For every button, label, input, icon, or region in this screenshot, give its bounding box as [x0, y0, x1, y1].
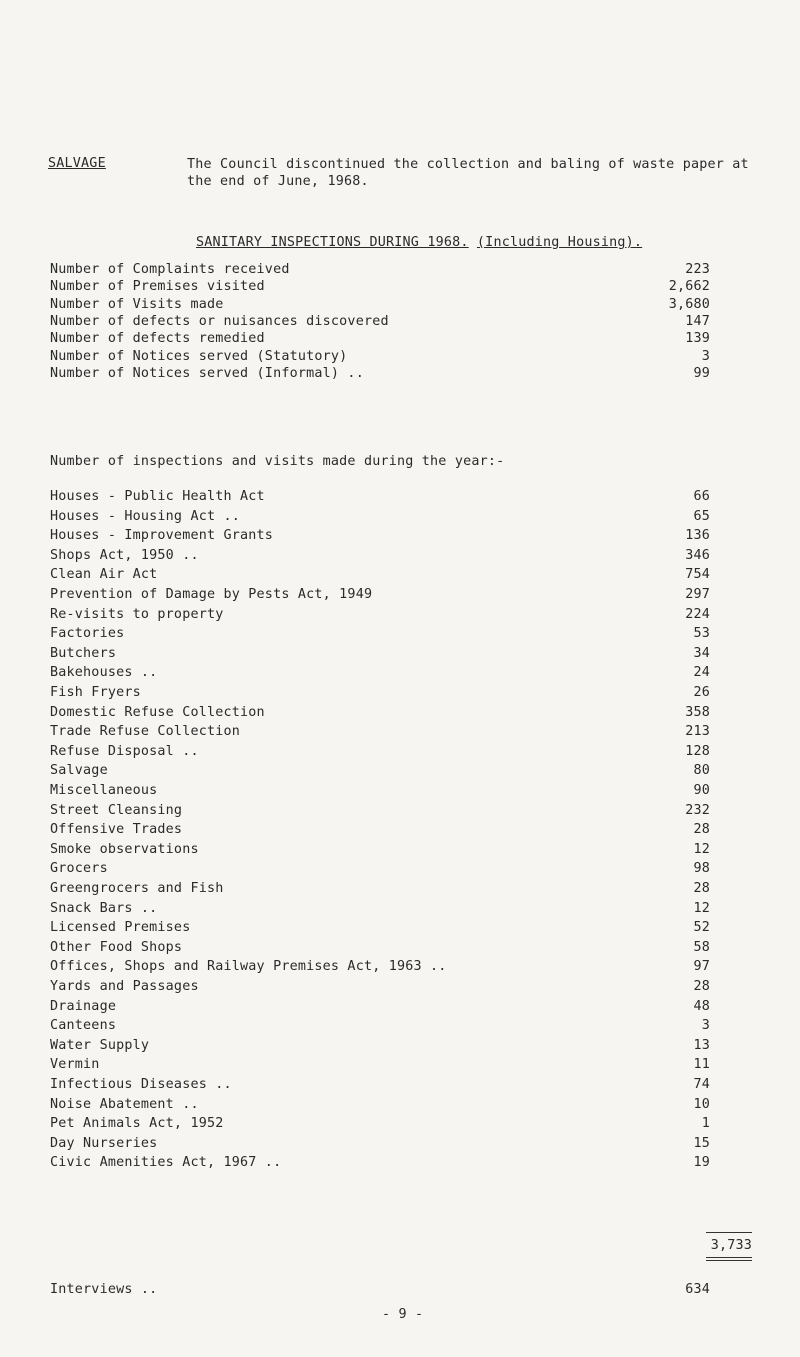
- inspection-row: [50, 744, 750, 762]
- inspection-value: 28: [693, 979, 710, 994]
- inspection-value: 26: [693, 685, 710, 700]
- inspection-label: Day Nurseries: [50, 1135, 158, 1151]
- inspections-lead-text: Number of inspections and visits made during the year:-: [50, 454, 505, 469]
- inspection-value: 28: [693, 881, 710, 896]
- inspection-row: [50, 626, 750, 644]
- inspection-label: Other Food Shops: [50, 939, 183, 955]
- inspection-value: 3: [701, 1018, 710, 1034]
- inspection-value: 10: [693, 1096, 710, 1112]
- inspection-row: [50, 979, 750, 997]
- inspection-value: 48: [693, 998, 710, 1014]
- sanitary-stat-row: [50, 331, 750, 349]
- inspection-value: 754: [685, 567, 710, 583]
- sanitary-stat-label: Number of Visits made: [50, 296, 224, 312]
- inspection-value: 65: [693, 508, 710, 524]
- inspection-label: Street Cleansing: [50, 802, 183, 818]
- inspection-label: Factories: [50, 626, 125, 642]
- sanitary-stat-label: Number of Premises visited: [50, 279, 265, 295]
- sanitary-stat-value: 3: [701, 348, 710, 364]
- inspection-value: 297: [685, 587, 710, 602]
- inspection-value: 74: [693, 1077, 710, 1092]
- inspection-label: Offices, Shops and Railway Premises Act, 1963 ..: [50, 959, 447, 975]
- inspection-value: 224: [685, 606, 710, 622]
- inspection-value: 24: [693, 665, 710, 681]
- inspection-label: Houses - Housing Act ..: [50, 508, 241, 524]
- inspection-label: Infectious Diseases ..: [50, 1077, 232, 1092]
- inspection-row: [50, 685, 750, 703]
- inspection-row: [50, 509, 750, 527]
- inspection-row: [50, 665, 750, 683]
- inspection-row: [50, 1116, 750, 1134]
- inspection-label: Shops Act, 1950 ..: [50, 547, 199, 563]
- inspection-row: [50, 783, 750, 801]
- inspection-value: 136: [685, 528, 710, 544]
- inspection-value: 128: [685, 743, 710, 759]
- sanitary-stat-label: Number of defects remedied: [50, 331, 265, 347]
- interviews-row: [50, 1282, 750, 1300]
- sanitary-stat-row: [50, 297, 750, 315]
- inspection-row: [50, 1057, 750, 1075]
- inspection-row: [50, 803, 750, 821]
- title-paren: (Including Housing).: [476, 235, 643, 250]
- inspection-row: [50, 548, 750, 566]
- inspection-row: [50, 999, 750, 1017]
- inspection-value: 13: [693, 1037, 710, 1053]
- inspection-label: Salvage: [50, 763, 108, 779]
- inspection-label: Domestic Refuse Collection: [50, 704, 265, 720]
- inspection-value: 12: [693, 841, 710, 857]
- inspection-row: [50, 881, 750, 899]
- inspections-total: 3,733: [710, 1238, 752, 1253]
- inspection-label: Yards and Passages: [50, 979, 199, 994]
- inspection-label: Water Supply: [50, 1037, 150, 1053]
- inspection-row: [50, 705, 750, 723]
- inspection-label: Refuse Disposal ..: [50, 743, 199, 759]
- sanitary-stat-label: Number of Complaints received: [50, 262, 290, 277]
- sanitary-stat-value: 139: [685, 331, 710, 347]
- salvage-paragraph: The Council discontinued the collection and baling of waste paper at the end of June, 1968.: [187, 157, 749, 189]
- inspection-value: 66: [693, 489, 710, 504]
- inspection-row: [50, 920, 750, 938]
- sanitary-stat-label: Number of Notices served (Informal) ..: [50, 365, 364, 381]
- inspection-label: Bakehouses ..: [50, 665, 158, 681]
- inspection-value: 53: [693, 626, 710, 642]
- inspection-value: 11: [693, 1057, 710, 1073]
- inspection-label: Houses - Improvement Grants: [50, 528, 274, 544]
- inspection-value: 12: [693, 900, 710, 916]
- inspection-row: [50, 763, 750, 781]
- inspection-value: 97: [693, 959, 710, 975]
- inspection-label: Fish Fryers: [50, 685, 141, 700]
- inspection-label: Drainage: [50, 998, 117, 1014]
- inspection-row: [50, 940, 750, 958]
- inspection-label: Licensed Premises: [50, 920, 191, 936]
- inspection-row: [50, 567, 750, 585]
- inspection-label: Trade Refuse Collection: [50, 724, 241, 740]
- inspection-value: 15: [693, 1135, 710, 1151]
- inspection-label: Grocers: [50, 861, 108, 877]
- inspection-label: Vermin: [50, 1057, 100, 1073]
- inspection-label: Miscellaneous: [50, 783, 158, 798]
- total-rule-top: [706, 1232, 752, 1233]
- sanitary-stat-row: [50, 349, 750, 367]
- sanitary-stat-value: 2,662: [668, 279, 710, 295]
- inspection-row: [50, 901, 750, 919]
- inspection-value: 52: [693, 920, 710, 936]
- inspection-row: [50, 489, 750, 507]
- page-number: - 9 -: [382, 1307, 424, 1322]
- inspection-row: [50, 959, 750, 977]
- sanitary-stat-label: Number of Notices served (Statutory): [50, 348, 348, 364]
- title-main: SANITARY INSPECTIONS DURING 1968.: [196, 235, 469, 250]
- inspection-value: 80: [693, 763, 710, 779]
- inspection-value: 232: [685, 802, 710, 818]
- sanitary-stat-value: 147: [685, 313, 710, 329]
- inspection-value: 58: [693, 939, 710, 955]
- inspection-label: Butchers: [50, 645, 117, 661]
- inspection-label: Civic Amenities Act, 1967 ..: [50, 1155, 282, 1171]
- inspection-label: Houses - Public Health Act: [50, 489, 265, 504]
- inspection-label: Clean Air Act: [50, 567, 158, 583]
- inspection-value: 1: [701, 1116, 710, 1132]
- interviews-value: 634: [685, 1282, 710, 1297]
- inspection-value: 358: [685, 704, 710, 720]
- inspection-row: [50, 1038, 750, 1056]
- inspection-row: [50, 1155, 750, 1173]
- inspection-row: [50, 861, 750, 879]
- inspection-label: Snack Bars ..: [50, 900, 158, 916]
- inspection-row: [50, 646, 750, 664]
- sanitary-inspections-title: [196, 235, 642, 250]
- inspection-row: [50, 587, 750, 605]
- total-rule-bottom-2: [706, 1260, 752, 1261]
- inspection-label: Noise Abatement ..: [50, 1096, 199, 1112]
- sanitary-stat-row: [50, 262, 750, 280]
- inspection-label: Re-visits to property: [50, 606, 224, 622]
- inspection-value: 213: [685, 724, 710, 740]
- inspection-row: [50, 1018, 750, 1036]
- inspection-value: 346: [685, 547, 710, 563]
- inspection-row: [50, 724, 750, 742]
- inspection-row: [50, 607, 750, 625]
- inspection-row: [50, 822, 750, 840]
- inspection-row: [50, 528, 750, 546]
- inspection-label: Offensive Trades: [50, 822, 183, 838]
- sanitary-stat-value: 3,680: [668, 296, 710, 312]
- inspection-label: Prevention of Damage by Pests Act, 1949: [50, 587, 373, 602]
- sanitary-stat-row: [50, 366, 750, 384]
- interviews-label: Interviews ..: [50, 1282, 158, 1297]
- inspection-label: Smoke observations: [50, 841, 199, 857]
- total-rule-bottom: [706, 1257, 752, 1258]
- inspection-value: 98: [693, 861, 710, 877]
- inspection-row: [50, 1077, 750, 1095]
- inspection-label: Pet Animals Act, 1952: [50, 1116, 224, 1132]
- inspection-row: [50, 1097, 750, 1115]
- sanitary-stat-label: Number of defects or nuisances discovered: [50, 313, 389, 329]
- salvage-heading: SALVAGE: [48, 156, 106, 171]
- inspection-row: [50, 842, 750, 860]
- sanitary-stat-row: [50, 279, 750, 297]
- inspection-row: [50, 1136, 750, 1154]
- sanitary-stat-value: 99: [693, 365, 710, 381]
- inspection-label: Canteens: [50, 1018, 117, 1034]
- inspection-label: Greengrocers and Fish: [50, 881, 224, 896]
- sanitary-stat-value: 223: [685, 262, 710, 277]
- inspection-value: 90: [693, 783, 710, 798]
- inspection-value: 34: [693, 645, 710, 661]
- sanitary-stat-row: [50, 314, 750, 332]
- inspection-value: 28: [693, 822, 710, 838]
- inspection-value: 19: [693, 1155, 710, 1171]
